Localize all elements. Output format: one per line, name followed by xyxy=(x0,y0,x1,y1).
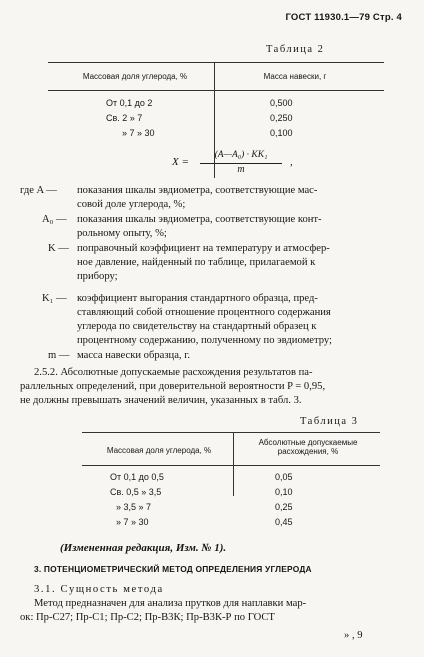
table3-header-rule xyxy=(82,465,380,466)
formula-numerator: (A—A₀) · KK₁ xyxy=(214,150,268,160)
para-line: раллельных определений, при доверительной вероятности P = 0,95, xyxy=(20,381,326,392)
table2-caption: Таблица 2 xyxy=(266,44,325,55)
table3-col2-header-line1: Абсолютные допускаемые xyxy=(258,438,358,447)
subsection-3-1: 3.1. Сущность метода xyxy=(34,584,164,595)
definition-text: показания шкалы эвдиометра, соответствующие мас- xyxy=(77,185,318,196)
table3-col2-header-line2: расхождения, % xyxy=(277,447,339,456)
table3-top-rule xyxy=(82,432,380,433)
definition-text: масса навески образца, г. xyxy=(77,350,190,361)
definition-text: прибору; xyxy=(77,271,118,282)
definition-symbol: где A — xyxy=(20,185,57,196)
table2-header-rule xyxy=(48,90,384,91)
definition-text: ное давление, найденный по таблице, прилагаемой к xyxy=(77,257,316,268)
table3-row-value: 0,25 xyxy=(275,502,293,512)
definition-text: показания шкалы эвдиометра, соответствующие конт- xyxy=(77,214,322,225)
para-line: не должны превышать значений величин, указанных в табл. 3. xyxy=(20,395,302,406)
formula-tail: , xyxy=(290,156,293,168)
table3-row-value: 0,10 xyxy=(275,487,293,497)
table3-row-range: » 3,5 » 7 xyxy=(116,502,152,512)
table2-row-range: От 0,1 до 2 xyxy=(106,98,153,108)
table2-row-mass: 0,500 xyxy=(270,98,293,108)
definition-symbol: m — xyxy=(48,350,70,361)
table3-row-range: От 0,1 до 0,5 xyxy=(110,472,164,482)
table2-col1-header: Массовая доля углерода, % xyxy=(82,72,188,81)
definition-text: процентному содержанию, полученному по эвдиометру; xyxy=(77,335,332,346)
table3-row-range: Св. 0,5 » 3,5 xyxy=(110,487,162,497)
page-header: ГОСТ 11930.1—79 Стр. 4 xyxy=(285,12,402,23)
definition-text: поправочный коэффициент на температуру и атмосфер- xyxy=(77,243,330,254)
table3-caption: Таблица 3 xyxy=(300,416,359,427)
table2-col2-header: Масса навески, г xyxy=(263,72,327,81)
definition-symbol: A₀ — xyxy=(42,214,67,225)
para-line: 2.5.2. Абсолютные допускаемые расхождения результатов па- xyxy=(34,367,313,378)
formula-lhs: X = xyxy=(172,156,189,168)
table2-column-divider xyxy=(214,62,215,178)
definition-text: коэффициент выгорания стандартного образца, пред- xyxy=(77,293,318,304)
method-line: ок: Пр-С27; Пр-С1; Пр-С2; Пр-В3К; Пр-В3К-Р по ГОСТ xyxy=(20,612,275,623)
definition-text: углерода по свидетельству на стандартный образец к xyxy=(77,321,317,332)
definition-text: совой доле углерода, %; xyxy=(77,199,186,210)
definition-text: рольному опыту, %; xyxy=(77,228,167,239)
table3-column-divider xyxy=(233,432,234,496)
table2-row-mass: 0,100 xyxy=(270,128,293,138)
footer-ref: » , 9 xyxy=(344,630,363,641)
table3-col1-header: Массовая доля углерода, % xyxy=(106,446,212,455)
table2-row-range: » 7 » 30 xyxy=(122,128,155,138)
table2-row-mass: 0,250 xyxy=(270,113,293,123)
method-line: Метод предназначен для анализа прутков для наплавки мар- xyxy=(34,598,307,609)
section3-title: 3. ПОТЕНЦИОМЕТРИЧЕСКИЙ МЕТОД ОПРЕДЕЛЕНИЯ УГЛЕРОДА xyxy=(34,564,312,574)
table2-top-rule xyxy=(48,62,384,63)
table3-row-value: 0,45 xyxy=(275,517,293,527)
table2-row-range: Св. 2 » 7 xyxy=(106,113,143,123)
table3-row-value: 0,05 xyxy=(275,472,293,482)
formula-denominator: m xyxy=(237,164,245,175)
definition-symbol: K — xyxy=(48,243,69,254)
table3-row-range: » 7 » 30 xyxy=(116,517,149,527)
definition-text: ставляющий собой отношение процентного содержания xyxy=(77,307,331,318)
definition-symbol: K₁ — xyxy=(42,293,67,304)
revision-note: (Измененная редакция, Изм. № 1). xyxy=(60,542,227,554)
